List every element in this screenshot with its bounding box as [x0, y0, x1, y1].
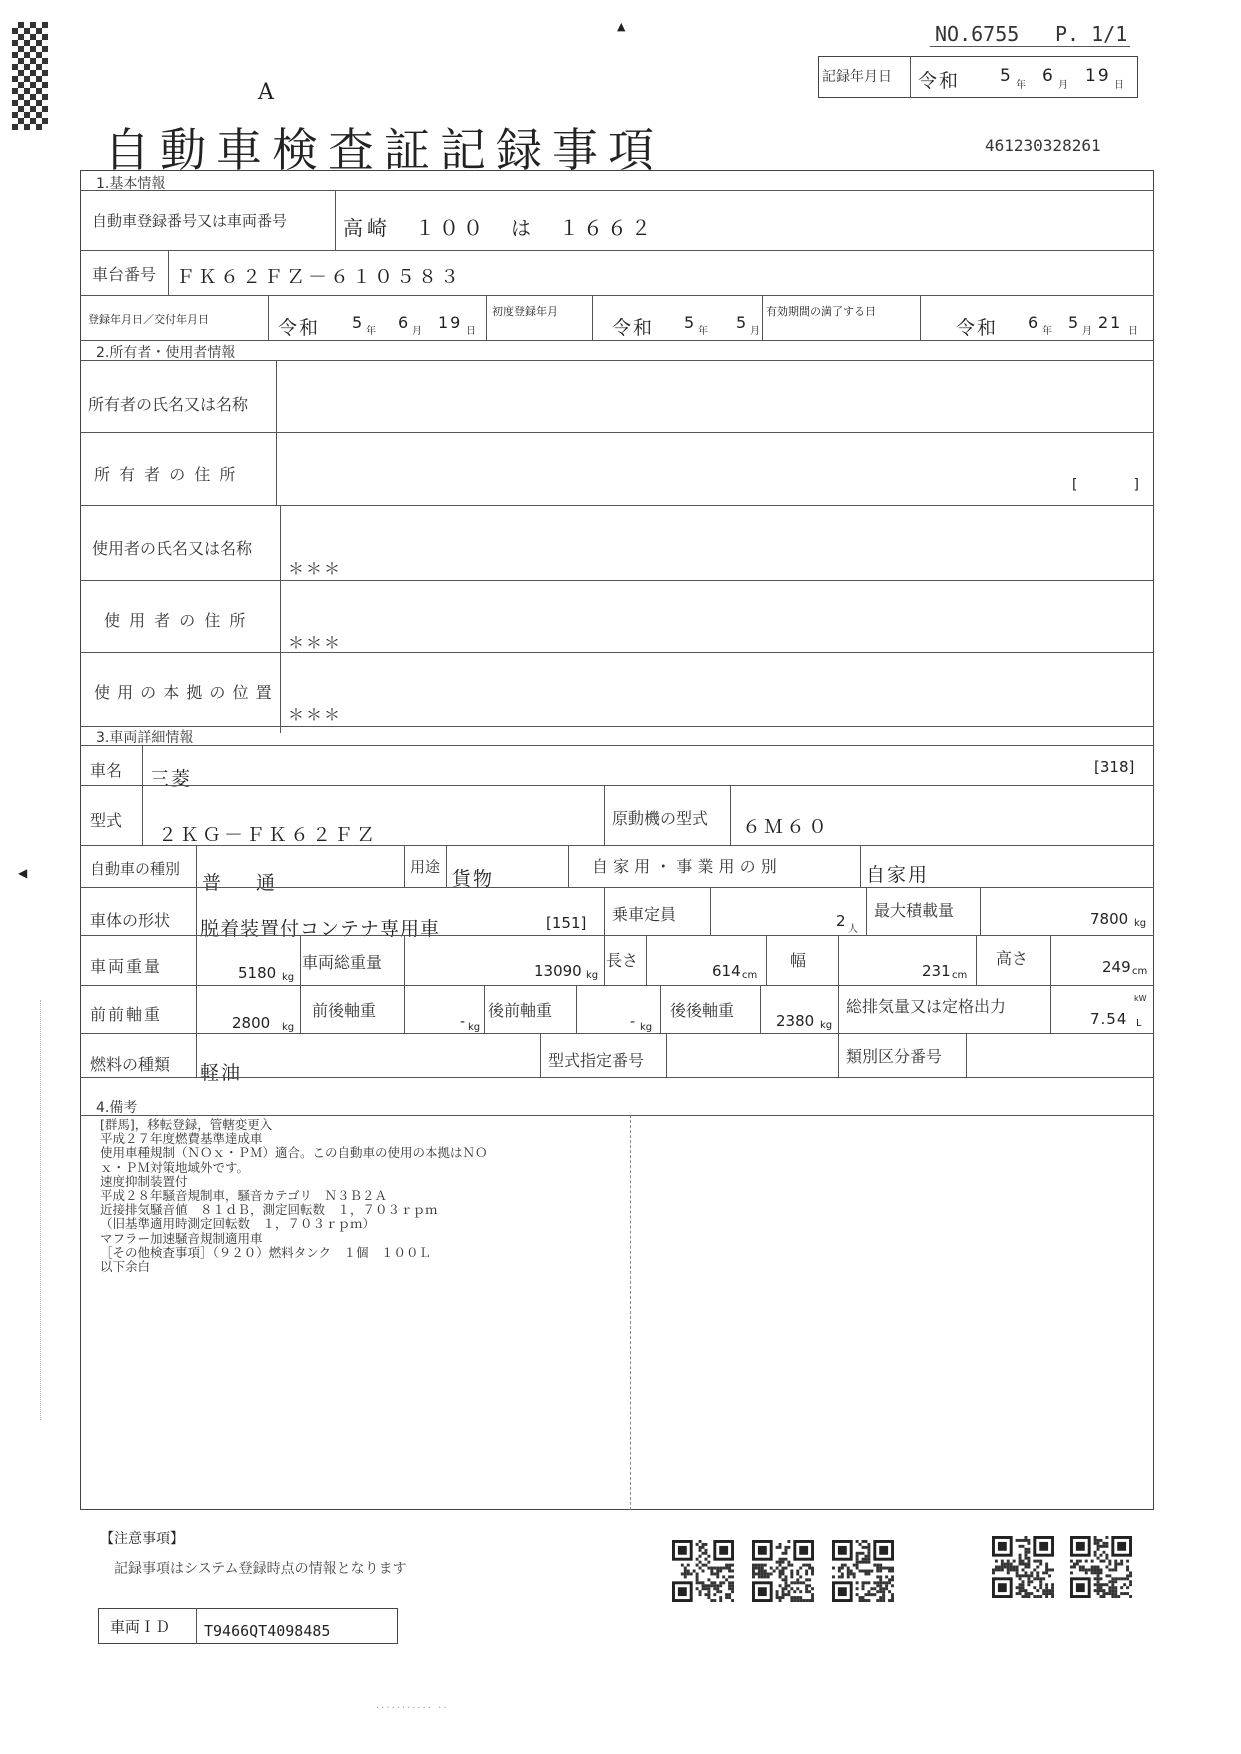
- rf-label-divider: [576, 985, 577, 1033]
- use-label: 用途: [410, 858, 441, 876]
- width-unit: cm: [952, 970, 968, 981]
- designation-category-divider: [838, 1033, 839, 1077]
- vehicle-id-label: 車両ＩＤ: [110, 1618, 171, 1636]
- body-label: 車体の形状: [90, 911, 171, 930]
- expiry-day-unit: 日: [1128, 326, 1138, 337]
- chassis-label: 車台番号: [92, 265, 157, 284]
- body-capacity-divider: [604, 887, 605, 935]
- remarks-line: 速度抑制装置付: [100, 1173, 188, 1189]
- remarks-line: ｘ・ＰＭ対策地域外です。: [100, 1159, 250, 1175]
- vehicle-id-divider: [196, 1608, 197, 1644]
- row-base-rule: [80, 726, 1154, 727]
- issue-divider-3: [592, 295, 593, 340]
- ff-axle-label: 前前軸重: [90, 1005, 163, 1024]
- remarks-line: 平成２８年騒音規制車，騒音カテゴリ Ｎ３Ｂ２Ａ: [100, 1188, 388, 1204]
- use-label-divider-1: [404, 845, 405, 887]
- fuel-designation-divider: [540, 1033, 541, 1077]
- private-value: 自家用: [866, 864, 930, 886]
- capacity-label: 乗車定員: [612, 905, 677, 924]
- weight-gross-divider: [300, 935, 301, 985]
- qr-code-icon: [1070, 1536, 1132, 1598]
- doc-number: NO.6755: [935, 22, 1020, 46]
- gross-unit: kg: [586, 970, 599, 981]
- gross-value: 13090: [534, 962, 582, 980]
- private-label-divider: [860, 845, 861, 887]
- expiry-month-unit: 月: [1082, 326, 1092, 337]
- row-weight-rule: [80, 985, 1154, 986]
- row-issue-rule: [80, 340, 1154, 341]
- length-value: 614: [712, 962, 741, 980]
- issue-divider-2: [486, 295, 487, 340]
- section-vehicle-title: 3.車両詳細情報: [96, 730, 194, 746]
- issue-divider-4: [762, 295, 763, 340]
- issue-month: 6: [398, 313, 411, 332]
- expiry-year-unit: 年: [1042, 326, 1052, 337]
- qr-code-icon: [832, 1540, 894, 1602]
- record-date-month-unit: 月: [1058, 80, 1068, 91]
- displacement-value: 7.54: [1090, 1010, 1128, 1028]
- category-label-divider: [966, 1033, 967, 1077]
- body-label-divider: [196, 887, 197, 935]
- engine-label: 原動機の型式: [612, 809, 709, 828]
- first-reg-month-unit: 月: [750, 326, 760, 337]
- rr-axle-value: 2380: [776, 1012, 815, 1030]
- fuel-label-divider: [196, 1033, 197, 1077]
- rf-axle-value: -: [630, 1014, 638, 1030]
- use-value: 貨物: [452, 868, 495, 890]
- model-engine-divider: [604, 785, 605, 845]
- qr-code-icon: [752, 1540, 814, 1602]
- body-value: 脱着装置付コンテナ専用車: [200, 918, 441, 940]
- record-date-month: 6: [1042, 66, 1055, 86]
- width-value: 231: [922, 962, 951, 980]
- ff-axle-unit: kg: [282, 1022, 295, 1033]
- kind-value: 普 通: [202, 872, 284, 894]
- fr-label-divider: [404, 985, 405, 1033]
- remarks-line: （旧基準適用時測定回転数 １，７０３ｒｐｍ）: [100, 1216, 376, 1232]
- fr-rf-divider: [484, 985, 485, 1033]
- row-kind-rule: [80, 887, 1154, 888]
- weight-unit: kg: [282, 972, 295, 983]
- ff-label-divider: [196, 985, 197, 1033]
- scan-edge-pattern: [12, 22, 48, 130]
- scan-dotted-line: [40, 1000, 41, 1420]
- notice-text: 記録事項はシステム登録時点の情報となります: [114, 1561, 407, 1577]
- displacement-unit: L: [1136, 1018, 1142, 1029]
- footer-dots: ........... ..: [376, 1700, 449, 1711]
- max-load-unit: kg: [1134, 918, 1147, 929]
- height-value: 249: [1102, 958, 1131, 976]
- rf-rr-divider: [660, 985, 661, 1033]
- use-label-divider-2: [446, 845, 447, 887]
- reg-value: 高崎 １００ は １６６２: [343, 216, 655, 240]
- use-private-divider: [568, 845, 569, 887]
- gross-label-divider: [404, 935, 405, 985]
- record-date-label: 記録年月日: [822, 69, 892, 85]
- capacity-value: 2: [836, 912, 848, 930]
- reg-label: 自動車登録番号又は車両番号: [92, 212, 288, 230]
- page-title: 自動車検査証記録事項: [104, 123, 664, 177]
- base-label: 使 用 の 本 拠 の 位 置: [94, 683, 273, 702]
- owner-label-divider-2: [280, 505, 281, 733]
- section-owner-title: 2.所有者・使用者情報: [96, 345, 236, 361]
- issue-label: 登録年月日／交付年月日: [88, 313, 209, 326]
- issue-month-unit: 月: [412, 326, 422, 337]
- row-body-rule: [80, 935, 1154, 936]
- owner-name-label: 所有者の氏名又は名称: [88, 395, 249, 414]
- row-owner-address-rule: [80, 505, 1154, 506]
- private-label: 自 家 用 ・ 事 業 用 の 別: [592, 857, 777, 876]
- remarks-column-divider: [630, 1115, 631, 1510]
- issue-era: 令和: [278, 317, 321, 339]
- gross-length-divider: [604, 935, 605, 985]
- record-date-year-unit: 年: [1016, 80, 1026, 91]
- rr-axle-label: 後後軸重: [670, 1001, 735, 1020]
- form-letter: A: [258, 80, 274, 105]
- name-code: [318]: [1094, 758, 1135, 776]
- section-basic-rule: [80, 190, 1154, 191]
- first-reg-label: 初度登録年月: [492, 305, 558, 318]
- issue-divider-5: [920, 295, 921, 340]
- height-unit: cm: [1132, 966, 1148, 977]
- row-fuel-rule: [80, 1077, 1154, 1078]
- name-value: 三菱: [150, 768, 193, 790]
- row-owner-name-rule: [80, 432, 1154, 433]
- section-vehicle-rule: [80, 745, 1154, 746]
- rr-disp-divider: [838, 985, 839, 1033]
- fr-axle-label: 前後軸重: [312, 1001, 377, 1020]
- length-label: 長さ: [606, 951, 639, 970]
- issue-year: 5: [352, 313, 365, 332]
- first-reg-month: 5: [736, 313, 749, 332]
- fr-axle-value: -: [460, 1014, 468, 1030]
- fuel-value: 軽油: [200, 1062, 243, 1084]
- base-value: ＊＊＊: [288, 705, 343, 724]
- rf-axle-unit: kg: [640, 1022, 653, 1033]
- doc-number-underline: [930, 46, 1130, 47]
- weight-value: 5180: [238, 964, 277, 982]
- serial-number: 461230328261: [985, 136, 1101, 155]
- section-owner-rule: [80, 360, 1154, 361]
- record-date-year: 5: [1000, 66, 1013, 86]
- first-reg-year-unit: 年: [698, 326, 708, 337]
- max-load-label: 最大積載量: [874, 901, 955, 920]
- ff-axle-value: 2800: [232, 1014, 271, 1032]
- remarks-line: [群馬]，移転登録，管轄変更入: [100, 1117, 273, 1132]
- qr-code-icon: [672, 1540, 734, 1602]
- row-axle-rule: [80, 1033, 1154, 1034]
- user-name-label: 使用者の氏名又は名称: [92, 539, 253, 558]
- capacity-load-divider: [866, 887, 867, 935]
- fr-axle-unit: kg: [468, 1022, 481, 1033]
- remarks-line: 平成２７年度燃費基準達成車: [100, 1131, 263, 1147]
- gross-label: 車両総重量: [302, 953, 383, 972]
- engine-label-divider: [730, 785, 731, 845]
- issue-day: 19: [438, 313, 463, 332]
- remarks-list: [100, 1118, 488, 1274]
- user-address-value: ＊＊＊: [288, 633, 343, 652]
- issue-day-unit: 日: [466, 326, 476, 337]
- first-reg-era: 令和: [612, 317, 655, 339]
- owner-address-bracket: [ ]: [1072, 477, 1139, 493]
- record-date-day: 19: [1085, 66, 1111, 86]
- row-chassis-label-divider: [168, 250, 169, 295]
- width-height-divider: [976, 935, 977, 985]
- displacement-label: 総排気量又は定格出力: [846, 997, 1007, 1016]
- weight-label-divider: [196, 935, 197, 985]
- engine-value: ６Ｍ６０: [742, 816, 831, 838]
- expiry-era: 令和: [956, 317, 999, 339]
- row-reg-rule: [80, 250, 1154, 251]
- owner-address-label: 所 有 者 の 住 所: [94, 465, 238, 484]
- row-chassis-rule: [80, 295, 1154, 296]
- model-label: 型式: [90, 811, 123, 830]
- side-mark-icon: ◀: [18, 866, 28, 880]
- kind-label-divider: [196, 845, 197, 887]
- notice-title: 【注意事項】: [100, 1531, 184, 1547]
- displacement-unit-top: kW: [1134, 994, 1147, 1003]
- section-remarks-rule: [80, 1115, 1154, 1116]
- fuel-label: 燃料の種類: [90, 1055, 171, 1074]
- user-name-value: ＊＊＊: [288, 559, 343, 578]
- length-unit: cm: [742, 970, 758, 981]
- row-user-name-rule: [80, 580, 1154, 581]
- record-date-era: 令和: [918, 70, 961, 92]
- remarks-line: 使用車種規制（ＮＯｘ・ＰＭ）適合。この自動車の使用の本拠はＮＯ: [100, 1145, 488, 1161]
- row-reg-label-divider: [335, 190, 336, 250]
- category-label: 類別区分番号: [846, 1047, 943, 1066]
- row-name-rule: [80, 785, 1154, 786]
- record-date-day-unit: 日: [1114, 80, 1124, 91]
- issue-divider-1: [268, 295, 269, 340]
- length-label-divider: [646, 935, 647, 985]
- height-label: 高さ: [996, 949, 1029, 968]
- chassis-value: ＦＫ６２ＦＺ－６１０５８３: [176, 266, 463, 288]
- issue-year-unit: 年: [366, 326, 376, 337]
- row-user-address-rule: [80, 652, 1154, 653]
- expiry-day: 21: [1098, 313, 1123, 332]
- expiry-label: 有効期間の満了する日: [766, 305, 876, 318]
- remarks-line: 近接排気騒音値 ８１ｄＢ，測定回転数 １，７０３ｒｐｍ: [100, 1202, 438, 1218]
- rr-label-divider: [760, 985, 761, 1033]
- max-load-value: 7800: [1090, 910, 1129, 928]
- user-address-label: 使 用 者 の 住 所: [104, 611, 248, 630]
- section-remarks-title: 4.備考: [96, 1100, 138, 1116]
- qr-code-icon: [992, 1536, 1054, 1598]
- length-width-divider: [766, 935, 767, 985]
- row-model-rule: [80, 845, 1154, 846]
- body-code: [151]: [546, 914, 587, 932]
- page-number: P. 1/1: [1055, 22, 1128, 46]
- record-date-divider: [910, 56, 911, 98]
- capacity-label-divider: [710, 887, 711, 935]
- section-basic-title: 1.基本情報: [96, 176, 166, 192]
- height-label-divider: [1050, 935, 1051, 985]
- designation-label: 型式指定番号: [548, 1051, 645, 1070]
- width-label: 幅: [790, 951, 807, 970]
- vehicle-id-value: T9466QT4098485: [204, 1622, 331, 1640]
- name-label: 車名: [90, 761, 123, 780]
- weight-label: 車両重量: [90, 957, 163, 976]
- expiry-year: 6: [1028, 313, 1041, 332]
- width-label-divider: [838, 935, 839, 985]
- remarks-line: ［その他検査事項］（９２０）燃料タンク １個 １００Ｌ: [100, 1244, 432, 1260]
- ff-fr-divider: [300, 985, 301, 1033]
- remarks-line: 以下余白: [100, 1259, 151, 1275]
- capacity-unit: 人: [848, 924, 858, 935]
- rf-axle-label: 後前軸重: [488, 1001, 553, 1020]
- model-value: ２ＫＧ－ＦＫ６２ＦＺ: [158, 824, 379, 846]
- model-label-divider: [142, 785, 143, 845]
- rr-axle-unit: kg: [820, 1020, 833, 1031]
- name-label-divider: [142, 745, 143, 785]
- kind-label: 自動車の種別: [90, 860, 181, 878]
- load-label-divider: [980, 887, 981, 935]
- disp-label-divider: [1050, 985, 1051, 1033]
- top-mark-icon: ▲: [617, 20, 626, 33]
- first-reg-year: 5: [684, 313, 697, 332]
- designation-label-divider: [666, 1033, 667, 1077]
- expiry-month: 5: [1068, 313, 1081, 332]
- remarks-line: マフラー加速騒音規制適用車: [100, 1230, 263, 1246]
